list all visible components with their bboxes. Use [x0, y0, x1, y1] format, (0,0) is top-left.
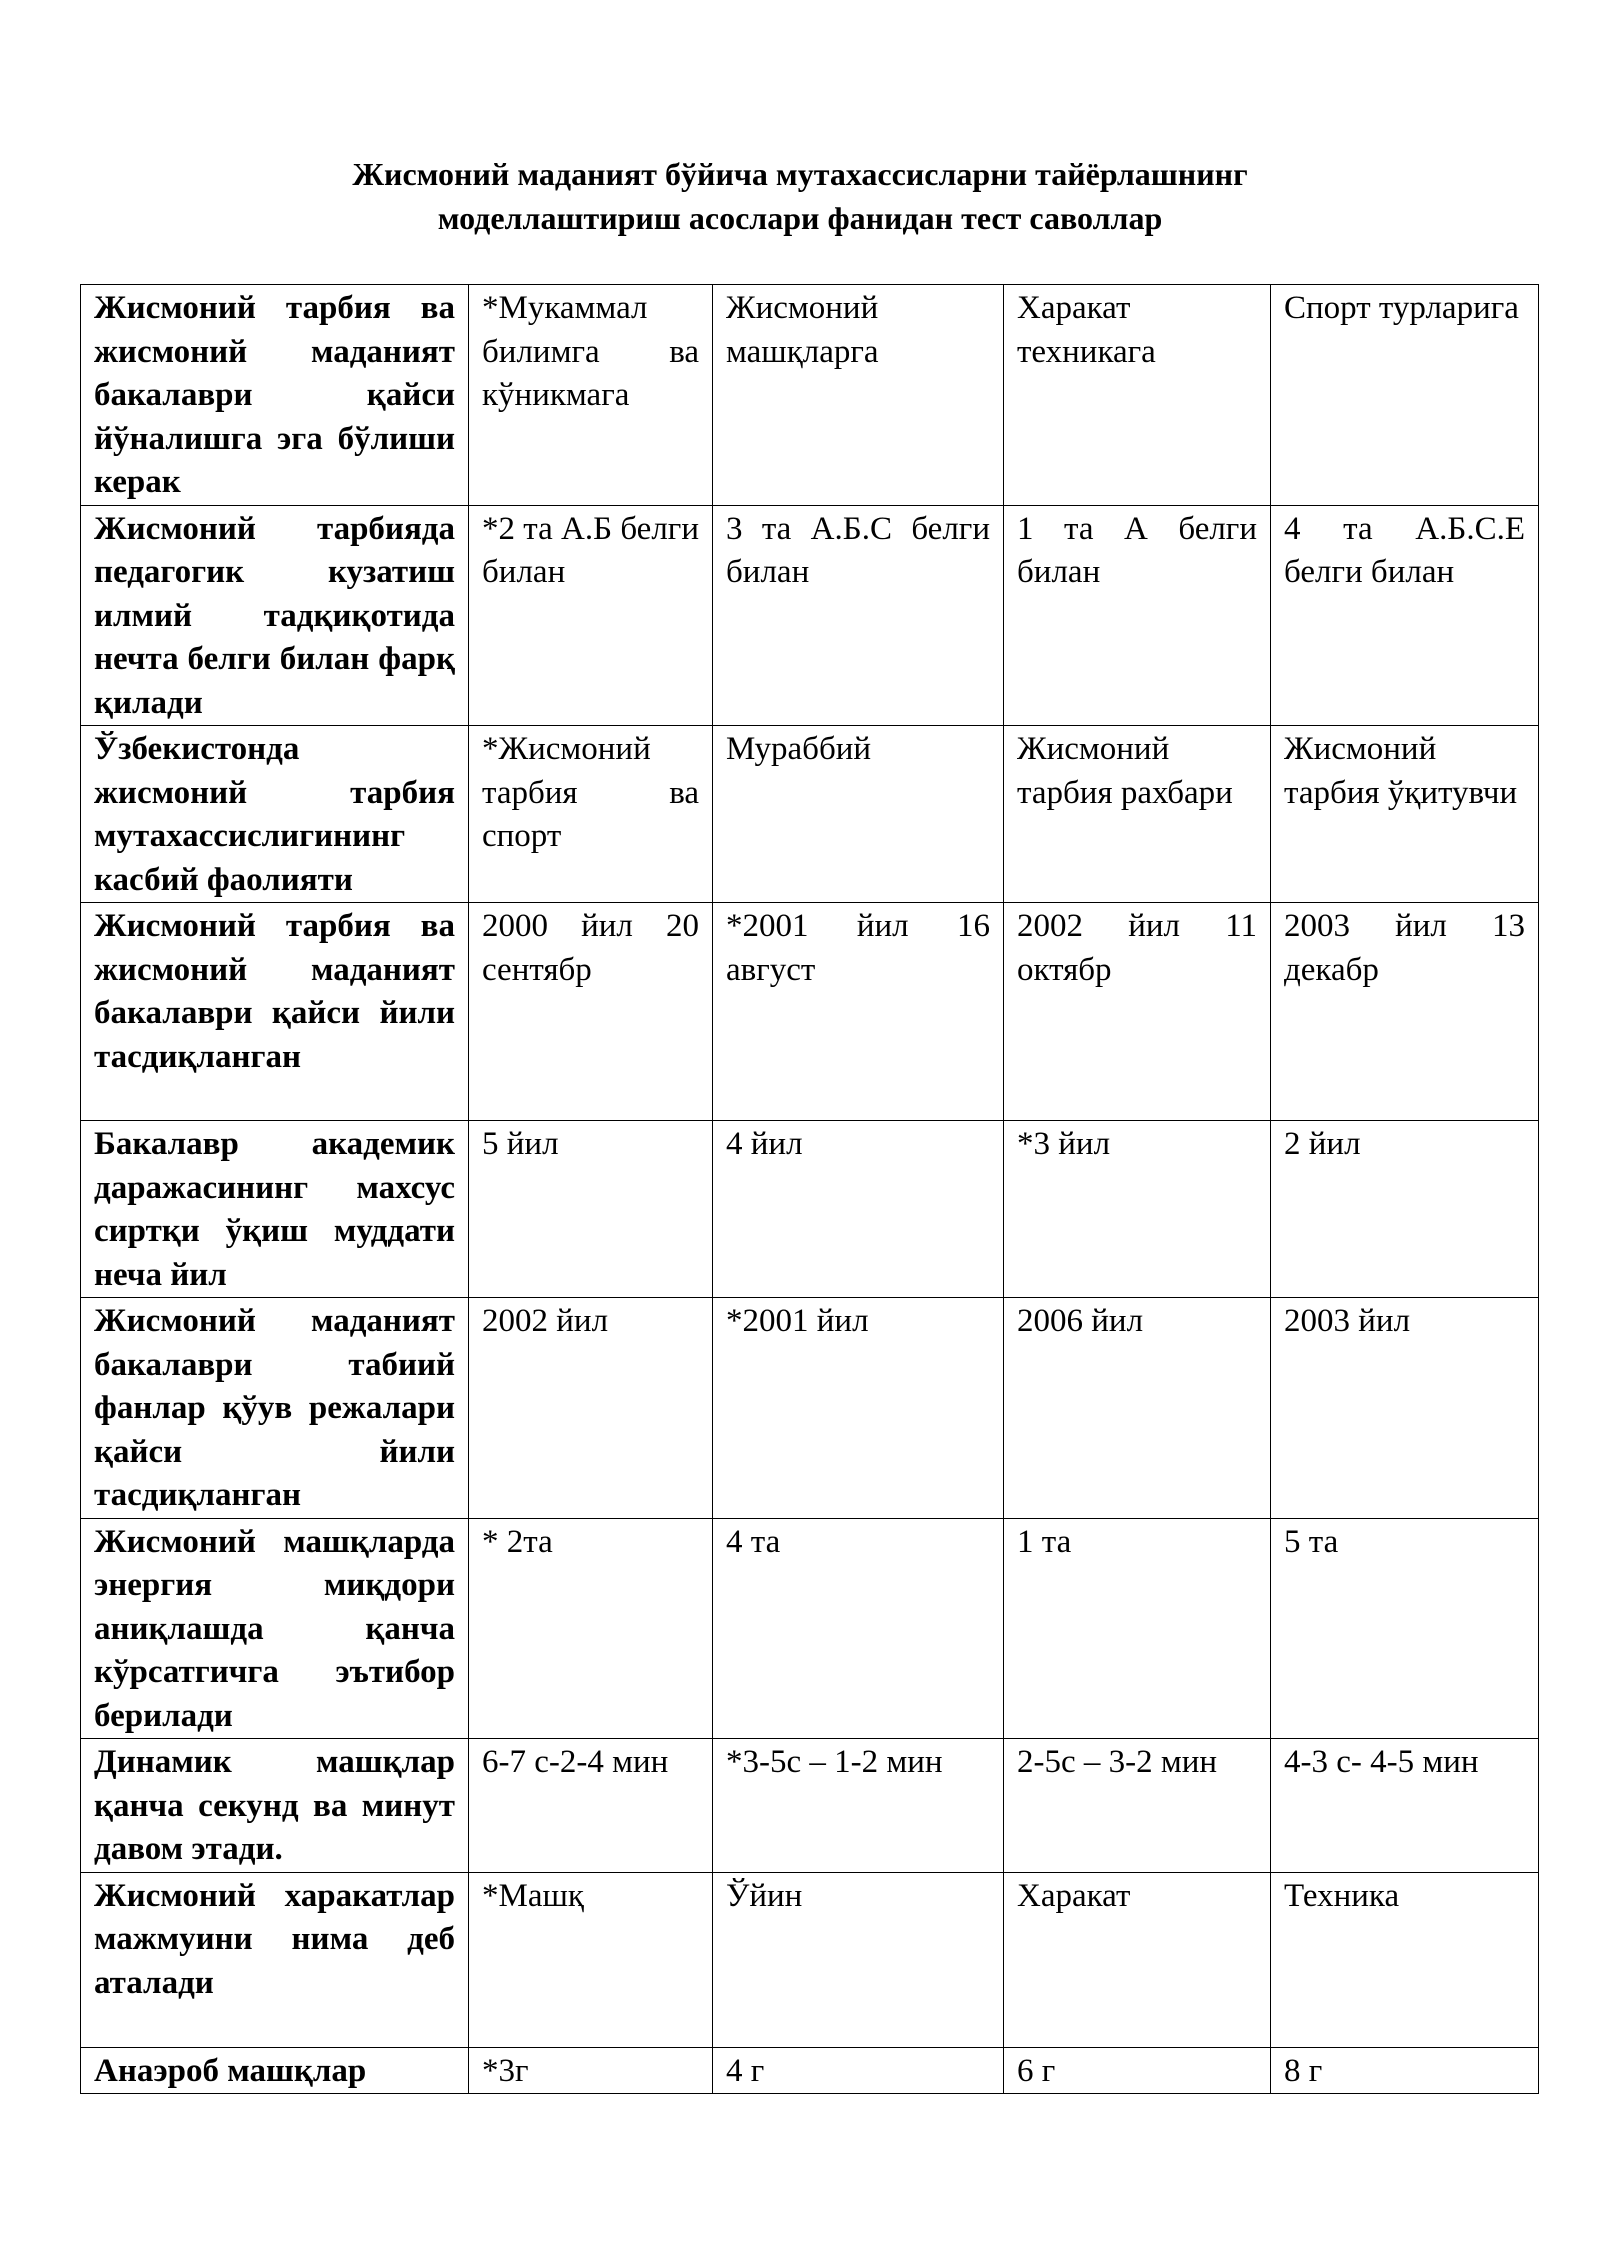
answer-cell: 1 та — [1004, 1518, 1271, 1739]
answer-cell: 1 та А белги билан — [1004, 505, 1271, 726]
answer-cell: 2002 йил 11 октябр — [1004, 903, 1271, 1121]
answer-cell: 4 та — [713, 1518, 1004, 1739]
answer-cell: 2002 йил — [469, 1298, 713, 1519]
table-row — [81, 1872, 1539, 2047]
answer-cell: *Mукаммал билимга ва кўникмага — [469, 285, 713, 506]
answer-cell: *Машқ — [469, 1872, 713, 2047]
answer-cell: *2001 йил 16 август — [713, 903, 1004, 1121]
answer-cell: Харакат — [1004, 1872, 1271, 2047]
answer-cell: 4 г — [713, 2047, 1004, 2094]
answer-cell: 4-3 с- 4-5 мин — [1271, 1739, 1539, 1873]
answer-cell: 4 йил — [713, 1121, 1004, 1298]
question-cell: Жисмоний машқларда энергия миқдори аниқлашда қанча кўрсатгичга эътибор берилади — [81, 1518, 469, 1739]
question-cell: Жисмоний маданият бакалаври табиий фанлар қўув режалари қайси йили тасдиқланган — [81, 1298, 469, 1519]
question-cell: Анаэроб машқлар — [81, 2047, 469, 2094]
question-cell: Жисмоний тарбия ва жисмоний маданият бакалаври қайси йўналишга эга бўлиши керак — [81, 285, 469, 506]
question-cell: Жисмоний тарбияда педагогик кузатиш илмий тадқиқотида нечта белги билан фарқ қилади — [81, 505, 469, 726]
answer-cell: 5 та — [1271, 1518, 1539, 1739]
table-row — [81, 726, 1539, 903]
answer-cell: 2003 йил 13 декабр — [1271, 903, 1539, 1121]
answer-cell: 6-7 с-2-4 мин — [469, 1739, 713, 1873]
answer-cell: * 2та — [469, 1518, 713, 1739]
question-cell: Динамик машқлар қанча секунд ва минут давом этади. — [81, 1739, 469, 1873]
answer-cell: 2000 йил 20 сентябр — [469, 903, 713, 1121]
table-row — [81, 1298, 1539, 1519]
question-cell: Жисмоний тарбия ва жисмоний маданият бакалаври қайси йили тасдиқланган — [81, 903, 469, 1121]
answer-cell: 4 та А.Б.С.Е белги билан — [1271, 505, 1539, 726]
answer-cell: Жисмоний машқларга — [713, 285, 1004, 506]
answer-cell: 2-5с – 3-2 мин — [1004, 1739, 1271, 1873]
table-row — [81, 285, 1539, 506]
answer-cell: 2006 йил — [1004, 1298, 1271, 1519]
question-cell: Бакалавр академик даражасининг махсус сиртқи ўқиш муддати неча йил — [81, 1121, 469, 1298]
answer-cell: Спорт турларига — [1271, 285, 1539, 506]
table-row — [81, 1121, 1539, 1298]
table-row — [81, 1739, 1539, 1873]
table-row — [81, 2047, 1539, 2094]
answer-cell: Мураббий — [713, 726, 1004, 903]
answer-cell: Харакат техникага — [1004, 285, 1271, 506]
answer-cell: *3 йил — [1004, 1121, 1271, 1298]
answer-cell: 8 г — [1271, 2047, 1539, 2094]
question-cell: Ўзбекистонда жисмоний тарбия мутахассислигининг касбий фаолияти — [81, 726, 469, 903]
answer-cell: *3-5с – 1-2 мин — [713, 1739, 1004, 1873]
table-row — [81, 1518, 1539, 1739]
answer-cell: Ўйин — [713, 1872, 1004, 2047]
answer-cell: 6 г — [1004, 2047, 1271, 2094]
title-line-2: моделлаштириш асослари фанидан тест саволлар — [437, 200, 1163, 236]
question-cell: Жисмоний харакатлар мажмуини нима деб аталади — [81, 1872, 469, 2047]
answer-cell: *2 та А.Б белги билан — [469, 505, 713, 726]
answer-cell: Техника — [1271, 1872, 1539, 2047]
answer-cell: 2 йил — [1271, 1121, 1539, 1298]
answer-cell: *2001 йил — [713, 1298, 1004, 1519]
title-line-1: Жисмоний маданият бўйича мутахассисларни тайёрлашнинг — [352, 156, 1248, 192]
test-questions-table — [80, 284, 1539, 2094]
table-row — [81, 505, 1539, 726]
answer-cell: 2003 йил — [1271, 1298, 1539, 1519]
answer-cell: *3г — [469, 2047, 713, 2094]
answer-cell: Жисмоний тарбия рахбари — [1004, 726, 1271, 903]
answer-cell: 5 йил — [469, 1121, 713, 1298]
document-title — [0, 152, 1600, 240]
answer-cell: 3 та А.Б.С белги билан — [713, 505, 1004, 726]
answer-cell: *Жисмоний тарбия ва спорт — [469, 726, 713, 903]
answer-cell: Жисмоний тарбия ўқитувчи — [1271, 726, 1539, 903]
table-row — [81, 903, 1539, 1121]
